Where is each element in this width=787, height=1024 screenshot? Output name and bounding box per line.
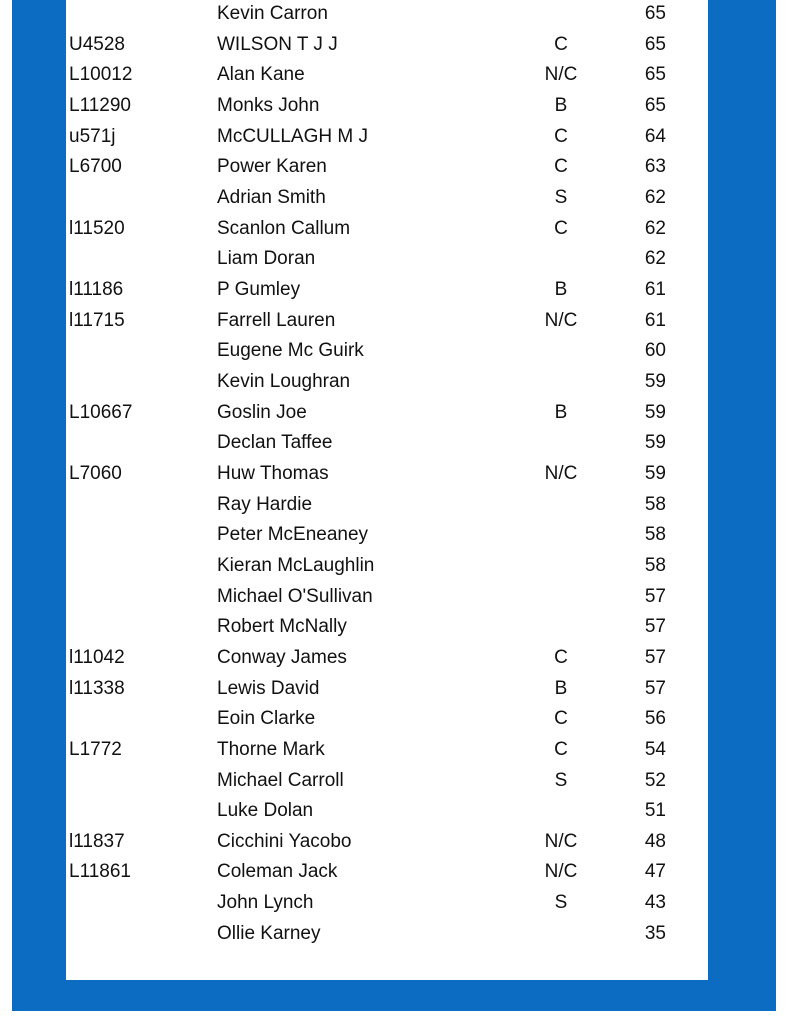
table-row <box>66 796 708 826</box>
score-value: 58 <box>644 524 666 546</box>
table-row <box>66 91 708 121</box>
player-name: Liam Doran <box>217 248 316 270</box>
score-value: 35 <box>644 922 666 944</box>
player-name: Scanlon Callum <box>217 217 351 239</box>
category-code: N/C <box>544 861 578 883</box>
score-value: 57 <box>644 616 666 638</box>
player-name: Eugene Mc Guirk <box>217 340 364 362</box>
member-code: L7060 <box>69 462 122 484</box>
table-row <box>66 704 708 734</box>
player-name: Farrell Lauren <box>217 309 336 331</box>
score-value: 51 <box>644 800 666 822</box>
player-name: Cicchini Yacobo <box>217 830 352 852</box>
player-name: Thorne Mark <box>217 738 325 760</box>
category-code: N/C <box>544 830 578 852</box>
player-name: Eoin Clarke <box>217 708 316 730</box>
player-name: Ollie Karney <box>217 922 321 944</box>
table-row <box>66 60 708 90</box>
score-value: 48 <box>644 830 666 852</box>
player-name: Coleman Jack <box>217 861 338 883</box>
table-row <box>66 490 708 520</box>
table-row <box>66 857 708 887</box>
player-name: Ray Hardie <box>217 493 313 515</box>
score-value: 59 <box>644 432 666 454</box>
score-value: 64 <box>644 125 666 147</box>
table-row <box>66 367 708 397</box>
player-name: Power Karen <box>217 156 327 178</box>
player-name: Kieran McLaughlin <box>217 554 375 576</box>
member-code: l11042 <box>69 646 125 668</box>
category-code: S <box>554 892 568 914</box>
score-value: 59 <box>644 462 666 484</box>
table-row <box>66 398 708 428</box>
score-value: 59 <box>644 401 666 423</box>
score-value: 65 <box>644 3 666 24</box>
score-value: 59 <box>644 370 666 392</box>
score-value: 62 <box>644 186 666 208</box>
category-code: C <box>554 708 568 730</box>
member-code: l11186 <box>69 278 124 300</box>
table-row <box>66 827 708 857</box>
player-name: P Gumley <box>217 278 301 300</box>
table-row <box>66 520 708 550</box>
member-code: U4528 <box>69 33 125 55</box>
table-row <box>66 336 708 366</box>
member-code: l11837 <box>69 830 125 852</box>
player-name: Conway James <box>217 646 347 668</box>
score-value: 62 <box>644 248 666 270</box>
table-row <box>66 643 708 673</box>
score-value: 43 <box>644 892 666 914</box>
category-code: C <box>554 738 568 760</box>
table-row <box>66 582 708 612</box>
category-code: S <box>554 769 568 791</box>
category-code: B <box>554 278 568 300</box>
player-name: Huw Thomas <box>217 462 329 484</box>
player-name: Michael Carroll <box>217 769 344 791</box>
member-code: L11861 <box>69 861 131 883</box>
score-value: 54 <box>644 738 666 760</box>
table-row <box>66 674 708 704</box>
player-name: McCULLAGH M J <box>217 125 368 147</box>
category-code: N/C <box>544 462 578 484</box>
member-code: l11338 <box>69 677 125 699</box>
score-value: 58 <box>644 493 666 515</box>
player-name: Michael O'Sullivan <box>217 585 373 607</box>
table-row <box>66 122 708 152</box>
score-value: 60 <box>644 340 666 362</box>
score-value: 65 <box>644 33 666 55</box>
player-name: Luke Dolan <box>217 800 314 822</box>
category-code: S <box>554 186 568 208</box>
category-code: B <box>554 401 568 423</box>
score-value: 57 <box>644 677 666 699</box>
score-value: 56 <box>644 708 666 730</box>
table-row <box>66 306 708 336</box>
player-name: WILSON T J J <box>217 33 338 55</box>
score-value: 61 <box>644 278 666 300</box>
member-code: L10667 <box>69 401 133 423</box>
member-code: L6700 <box>69 156 122 178</box>
category-code: B <box>554 94 568 116</box>
member-code: u571j <box>69 125 116 147</box>
member-code: l11715 <box>69 309 125 331</box>
table-row <box>66 735 708 765</box>
player-name: Declan Taffee <box>217 432 333 454</box>
category-code: B <box>554 677 568 699</box>
player-name: Lewis David <box>217 677 320 699</box>
player-name: John Lynch <box>217 892 314 914</box>
score-value: 57 <box>644 585 666 607</box>
category-code: C <box>554 33 568 55</box>
table-row <box>66 30 708 60</box>
category-code: C <box>554 156 568 178</box>
score-value: 47 <box>644 861 666 883</box>
table-row <box>66 0 708 29</box>
score-value: 61 <box>644 309 666 331</box>
player-name: Monks John <box>217 94 320 116</box>
score-value: 65 <box>644 64 666 86</box>
player-name: Alan Kane <box>217 64 305 86</box>
player-name: Robert McNally <box>217 616 347 638</box>
player-name: Kevin Carron <box>217 3 328 24</box>
player-name: Adrian Smith <box>217 186 326 208</box>
player-name: Peter McEneaney <box>217 524 369 546</box>
member-code: L11290 <box>69 94 131 116</box>
player-name: Kevin Loughran <box>217 370 351 392</box>
table-row <box>66 888 708 918</box>
category-code: C <box>554 646 568 668</box>
category-code: N/C <box>544 64 578 86</box>
score-value: 52 <box>644 769 666 791</box>
member-code: l11520 <box>69 217 125 239</box>
player-name: Goslin Joe <box>217 401 307 423</box>
score-value: 58 <box>644 554 666 576</box>
table-row <box>66 275 708 305</box>
table-row <box>66 766 708 796</box>
table-row <box>66 919 708 949</box>
table-row <box>66 214 708 244</box>
score-value: 63 <box>644 156 666 178</box>
score-value: 65 <box>644 94 666 116</box>
category-code: C <box>554 125 568 147</box>
table-row <box>66 183 708 213</box>
table-row <box>66 428 708 458</box>
score-value: 62 <box>644 217 666 239</box>
table-row <box>66 244 708 274</box>
table-row <box>66 612 708 642</box>
score-value: 57 <box>644 646 666 668</box>
category-code: C <box>554 217 568 239</box>
category-code: N/C <box>544 309 578 331</box>
member-code: L10012 <box>69 64 133 86</box>
table-row <box>66 459 708 489</box>
table-row <box>66 551 708 581</box>
member-code: L1772 <box>69 738 122 760</box>
table-row <box>66 152 708 182</box>
